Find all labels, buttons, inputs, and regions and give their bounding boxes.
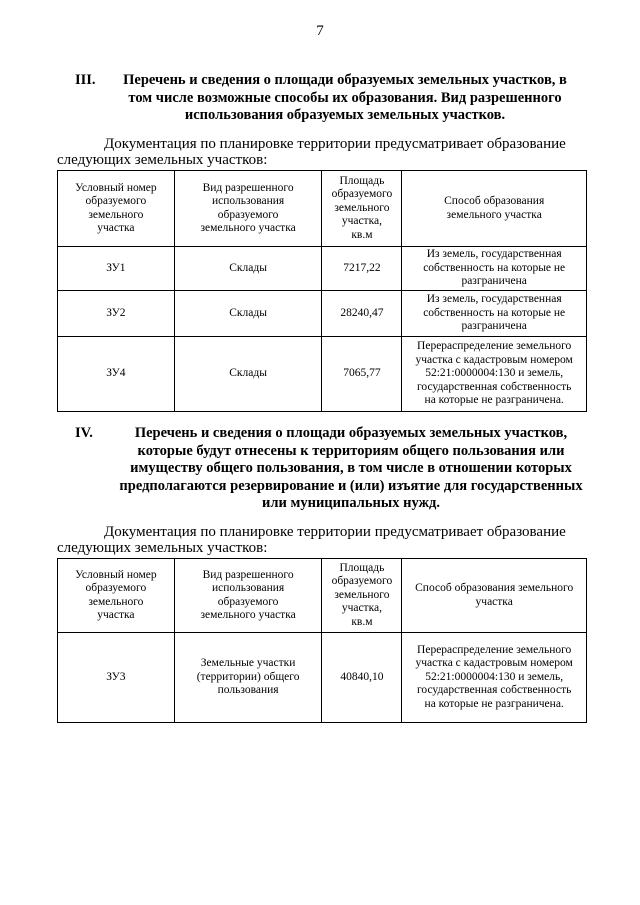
cell-use: Склады: [174, 291, 322, 337]
table-header-row: [58, 171, 587, 247]
cell-id: ЗУ4: [58, 337, 175, 412]
header-cell-method: Способ образования земельного участка: [402, 171, 587, 247]
cell-id: ЗУ1: [58, 247, 175, 291]
table-row: [58, 337, 587, 412]
header-cell-use: Вид разрешенного использования образуемого земельного участка: [174, 559, 322, 633]
cell-method: Из земель, государственная собственность на которые не разграничена: [402, 291, 587, 337]
cell-area: 40840,10: [322, 633, 402, 723]
section-4-intro-cont: следующих земельных участков:: [57, 540, 268, 556]
section-3-intro: Документация по планировке территории предусматривает образование: [104, 136, 566, 152]
section-4-intro: Документация по планировке территории предусматривает образование: [104, 524, 566, 540]
cell-area: 28240,47: [322, 291, 402, 337]
cell-use: Склады: [174, 247, 322, 291]
section-3-intro-cont: следующих земельных участков:: [57, 152, 268, 168]
table-row: [58, 291, 587, 337]
section-3-title-line: Перечень и сведения о площади образуемых земельных участков, в: [123, 72, 567, 88]
table-row: [58, 633, 587, 723]
header-cell-use: Вид разрешенного использования образуемого земельного участка: [174, 171, 322, 247]
section-3-title-line: том числе возможные способы их образования. Вид разрешенного: [128, 89, 562, 106]
cell-use: Склады: [174, 337, 322, 412]
section-3-table: [57, 170, 587, 412]
section-4-title-line: или муниципальных нужд.: [262, 495, 440, 511]
section-4-title-line: предполагаются резервирование и (или) изъятие для государственных: [119, 477, 583, 494]
header-cell-area: Площадь образуемого земельного участка, кв.м: [322, 559, 402, 633]
cell-method: Перераспределение земельного участка с кадастровым номером 52:21:0000004:130 и земель, государственная собственность на которые не разграничена.: [402, 633, 587, 723]
section-3-number: III.: [75, 72, 96, 88]
section-3-heading: [75, 72, 605, 132]
header-cell-area: Площадь образуемого земельного участка, кв.м: [322, 171, 402, 247]
table-header-row: [58, 559, 587, 633]
cell-area: 7065,77: [322, 337, 402, 412]
cell-method: Из земель, государственная собственность на которые не разграничена: [402, 247, 587, 291]
section-3-title-line: использования образуемых земельных участков.: [184, 107, 506, 123]
section-4-title-line: Перечень и сведения о площади образуемых земельных участков,: [134, 425, 568, 441]
cell-use: Земельные участки (территории) общего пользования: [174, 633, 322, 723]
header-cell-id: Условный номер образуемого земельного участка: [58, 559, 175, 633]
cell-id: ЗУ2: [58, 291, 175, 337]
table-row: [58, 247, 587, 291]
section-4-number: IV.: [75, 425, 93, 441]
section-4-heading: [75, 425, 605, 515]
page-number: 7: [316, 23, 324, 39]
header-cell-method: Способ образования земельного участка: [402, 559, 587, 633]
cell-id: ЗУ3: [58, 633, 175, 723]
section-4-title-line: которые будут отнесены к территориям общего пользования или: [137, 442, 565, 459]
section-4-title-line: имуществу общего пользования, в том числе в отношении которых: [130, 460, 572, 476]
header-cell-id: Условный номер образуемого земельного участка: [58, 171, 175, 247]
section-4-table: [57, 558, 587, 723]
cell-method: Перераспределение земельного участка с кадастровым номером 52:21:0000004:130 и земель, государственная собственность на которые не разграничена.: [402, 337, 587, 412]
cell-area: 7217,22: [322, 247, 402, 291]
